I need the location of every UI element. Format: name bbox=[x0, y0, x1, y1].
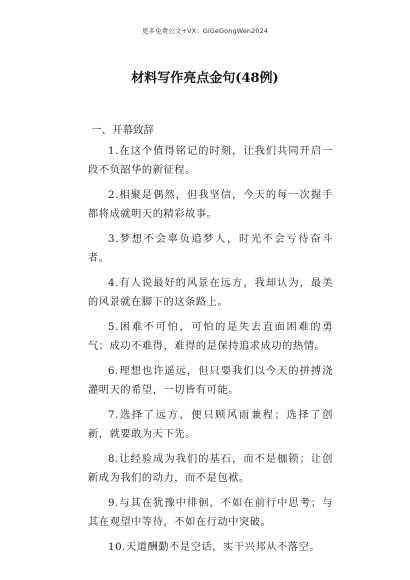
header-note: 更多免费公文+VX：GiGeGongWen2024 bbox=[141, 27, 269, 35]
list-item: 9.与其在犹豫中徘徊，不如在前行中思考；与其在观望中等待，不如在行动中突破。 bbox=[88, 498, 333, 528]
list-item: 1.在这个值得铭记的时刻，让我们共同开启一段不负韶华的新征程。 bbox=[88, 146, 333, 176]
list-item: 4.有人说最好的风景在远方，我却认为，最美的风景就在脚下的这条路上。 bbox=[88, 278, 333, 308]
list-item: 5.困难不可怕，可怕的是失去直面困难的勇气；成功不难得，难得的是保持追求成功的热情。 bbox=[88, 322, 333, 352]
list-item: 8.让经验成为我们的基石，而不是枷锁；让创新成为我们的动力，而不是包袱。 bbox=[88, 454, 333, 484]
list-item: 2.相聚是偶然，但我坚信，今天的每一次握手都将成就明天的精彩故事。 bbox=[88, 190, 333, 220]
list-item: 3.梦想不会辜负追梦人，时光不会亏待奋斗者。 bbox=[88, 234, 333, 264]
document-title: 材料写作亮点金句(48例) bbox=[131, 71, 279, 86]
list-item: 10.天道酬勤不是空话，实干兴邦从不落空。 bbox=[108, 542, 321, 553]
section-heading: 一、开幕致辞 bbox=[91, 124, 154, 136]
list-item: 7.选择了远方，便只顾风雨兼程；选择了创新，就要敢为天下先。 bbox=[88, 410, 333, 440]
quote-list bbox=[88, 142, 333, 563]
list-item: 6.理想也许遥远，但只要我们以今天的拼搏浇灌明天的希望，一切皆有可能。 bbox=[88, 366, 333, 396]
